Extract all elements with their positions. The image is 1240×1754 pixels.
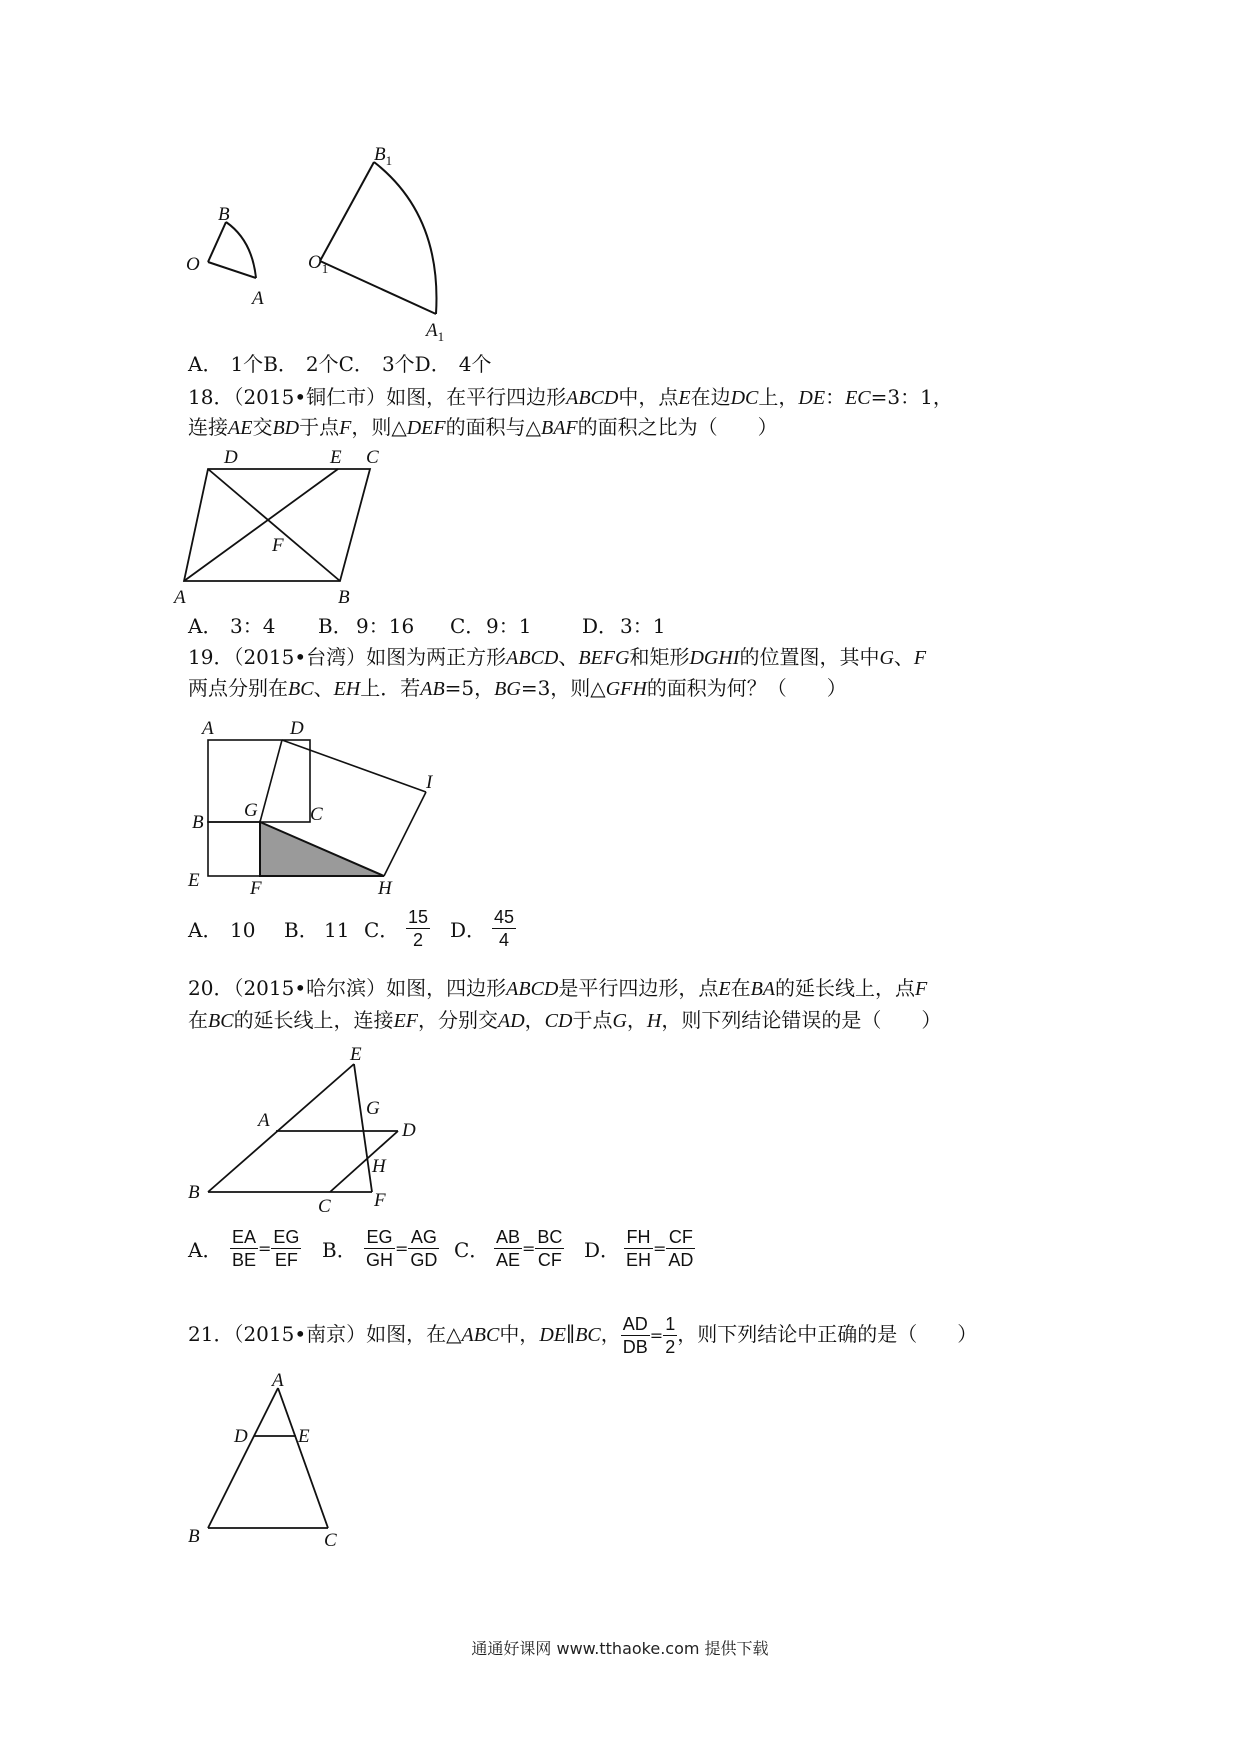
text-fragment: CD bbox=[544, 1010, 573, 1032]
q19-option-b-label: B． bbox=[284, 918, 319, 942]
text-fragment: ： bbox=[825, 385, 846, 409]
text-fragment: ，分别交 bbox=[418, 1008, 498, 1032]
text-fragment: A bbox=[426, 320, 438, 341]
q18-option-d-text: 3：1 bbox=[620, 614, 666, 638]
text-fragment: BE bbox=[232, 1250, 257, 1270]
text-fragment: ， bbox=[626, 1008, 647, 1032]
q20-stem-line1 bbox=[188, 974, 927, 1003]
q18-option-c-text: 9：1 bbox=[486, 614, 532, 638]
text-fragment: 21．（2015•南京）如图，在△ bbox=[188, 1322, 462, 1346]
text-fragment: ABCD bbox=[566, 387, 619, 409]
q17-option-b-label: B． bbox=[263, 352, 298, 376]
text-fragment: GH bbox=[366, 1250, 393, 1270]
text-fragment: 4 bbox=[499, 930, 510, 950]
text-fragment: GD bbox=[410, 1250, 438, 1270]
text-fragment: AD bbox=[668, 1250, 694, 1270]
q18-option-b-text: 9：16 bbox=[356, 614, 415, 638]
q20-option-d-expr bbox=[624, 1226, 695, 1271]
text-fragment: 是平行四边形，点 bbox=[558, 976, 719, 1000]
q19-label-g: G bbox=[244, 800, 258, 821]
q17-option-d-text: 4个 bbox=[458, 352, 492, 376]
text-fragment: B bbox=[374, 144, 386, 165]
text-fragment: ，则下列结论错误的是（ ） bbox=[661, 1008, 942, 1032]
q19-figure bbox=[180, 710, 450, 900]
q21-figure bbox=[180, 1370, 360, 1550]
q21-label-e: E bbox=[298, 1426, 310, 1447]
text-fragment: 19．（2015•台湾）如图为两正方形 bbox=[188, 645, 507, 669]
text-fragment: 的面积为何？（ ） bbox=[646, 676, 847, 700]
q20-option-b-expr bbox=[364, 1226, 439, 1271]
q18-option-a-label: A． bbox=[188, 614, 223, 638]
text-fragment: E bbox=[678, 387, 691, 409]
text-fragment: ， bbox=[524, 1008, 545, 1032]
text-fragment: ，则△ bbox=[351, 415, 407, 439]
text-fragment: 两点分别在 bbox=[188, 676, 288, 700]
q17-label-b1 bbox=[374, 144, 392, 168]
q17-label-o: O bbox=[186, 254, 200, 275]
text-fragment: E bbox=[718, 978, 731, 1000]
text-fragment: EF bbox=[393, 1010, 418, 1032]
text-fragment: EA bbox=[232, 1227, 257, 1247]
q19-option-d-fraction bbox=[492, 906, 516, 951]
q20-label-c: C bbox=[318, 1196, 331, 1217]
text-fragment: DE bbox=[798, 387, 826, 409]
q18-option-a-text: 3：4 bbox=[230, 614, 276, 638]
text-fragment: 的面积与△ bbox=[445, 415, 541, 439]
q21-stem-line1 bbox=[188, 1306, 977, 1362]
q18-label-b: B bbox=[338, 587, 350, 608]
text-fragment: EH bbox=[626, 1250, 652, 1270]
text-fragment: 上．若 bbox=[360, 676, 421, 700]
q21-ratio-fraction bbox=[621, 1313, 650, 1358]
q20-option-b-label: B． bbox=[322, 1238, 357, 1262]
q17-option-a-label: A． bbox=[188, 352, 223, 376]
q19-label-f: F bbox=[250, 878, 262, 899]
text-fragment: 1 bbox=[385, 153, 393, 168]
q19-option-a-label: A． bbox=[188, 918, 223, 942]
text-fragment: DB bbox=[622, 1337, 648, 1357]
q18-label-e: E bbox=[330, 447, 342, 468]
q20-option-c-expr bbox=[494, 1226, 564, 1271]
q18-option-d-label: D． bbox=[582, 614, 619, 638]
q21-label-a: A bbox=[272, 1370, 284, 1391]
text-fragment: ABCD bbox=[506, 647, 559, 669]
text-fragment: O bbox=[308, 252, 322, 273]
q17-option-c-text: 3个 bbox=[381, 352, 415, 376]
q19-option-b-text: 11 bbox=[324, 918, 350, 942]
q19-stem-line2 bbox=[188, 674, 847, 703]
text-fragment: =3：1， bbox=[870, 385, 953, 409]
text-fragment: 中，点 bbox=[618, 385, 679, 409]
q18-stem-line2 bbox=[188, 413, 778, 442]
q17-option-d-label: D． bbox=[414, 352, 451, 376]
text-fragment: ABC bbox=[461, 1324, 500, 1346]
q19-label-a: A bbox=[202, 718, 214, 739]
text-fragment: 18．（2015•铜仁市）如图，在平行四边形 bbox=[188, 385, 567, 409]
text-fragment: G bbox=[879, 647, 894, 669]
text-fragment: EG bbox=[273, 1227, 300, 1247]
text-fragment: 的延长线上，点 bbox=[775, 976, 916, 1000]
text-fragment: BEFG bbox=[578, 647, 630, 669]
q17-option-a-text: 1个 bbox=[230, 352, 264, 376]
q19-option-c-label: C． bbox=[364, 918, 400, 942]
q20-label-d: D bbox=[402, 1120, 416, 1141]
text-fragment: DE∥BC bbox=[539, 1324, 601, 1346]
text-fragment: BD bbox=[272, 417, 300, 439]
text-fragment: BC bbox=[288, 678, 314, 700]
text-fragment: F bbox=[913, 647, 927, 669]
text-fragment: 的面积之比为（ ） bbox=[577, 415, 778, 439]
text-fragment: 1 bbox=[665, 1314, 676, 1334]
q20-label-e: E bbox=[350, 1044, 362, 1065]
text-fragment: EH bbox=[333, 678, 361, 700]
text-fragment: BC bbox=[208, 1010, 234, 1032]
text-fragment: AB bbox=[496, 1227, 521, 1247]
text-fragment: 在边 bbox=[690, 385, 731, 409]
text-fragment: DEF bbox=[406, 417, 446, 439]
text-fragment: 连接 bbox=[188, 415, 228, 439]
q20-label-f: F bbox=[374, 1190, 386, 1211]
text-fragment: 1 bbox=[437, 329, 445, 344]
q19-label-b: B bbox=[192, 812, 204, 833]
text-fragment: = bbox=[258, 1239, 272, 1258]
q18-label-d: D bbox=[224, 447, 238, 468]
text-fragment: BC bbox=[537, 1227, 563, 1247]
text-fragment: 交 bbox=[252, 415, 273, 439]
text-fragment: 的位置图，其中 bbox=[739, 645, 880, 669]
text-fragment: CF bbox=[666, 1226, 695, 1249]
text-fragment: F bbox=[339, 417, 352, 439]
text-fragment: 1 bbox=[321, 261, 329, 276]
q17-option-c-label: C． bbox=[338, 352, 374, 376]
text-fragment: ABCD bbox=[506, 978, 559, 1000]
q18-stem-line1 bbox=[188, 383, 953, 412]
q19-label-h: H bbox=[378, 878, 392, 899]
q17-label-b: B bbox=[218, 204, 230, 225]
text-fragment: EG bbox=[364, 1226, 395, 1249]
page-footer: 通通好课网 www.tthaoke.com 提供下载 bbox=[471, 1639, 769, 1658]
q17-option-b-text: 2个 bbox=[305, 352, 339, 376]
text-fragment: AB bbox=[420, 678, 445, 700]
text-fragment: BAF bbox=[541, 417, 578, 439]
q18-option-b-label: B． bbox=[318, 614, 353, 638]
q20-option-a-label: A． bbox=[188, 1238, 223, 1262]
text-fragment: 15 bbox=[408, 907, 429, 927]
q19-label-e: E bbox=[188, 870, 200, 891]
q19-label-i: I bbox=[426, 772, 433, 793]
q21-label-b: B bbox=[188, 1526, 200, 1547]
q20-stem-line2 bbox=[188, 1006, 941, 1035]
text-fragment: 的延长线上，连接 bbox=[233, 1008, 394, 1032]
q20-figure bbox=[180, 1040, 440, 1215]
text-fragment: 2 bbox=[665, 1337, 676, 1357]
q18-label-a: A bbox=[174, 587, 186, 608]
text-fragment: 2 bbox=[413, 930, 424, 950]
q20-label-g: G bbox=[366, 1098, 380, 1119]
q19-label-d: D bbox=[290, 718, 304, 739]
q19-option-a-text: 10 bbox=[230, 918, 256, 942]
text-fragment: 、 bbox=[893, 645, 914, 669]
text-fragment: = bbox=[649, 1326, 664, 1345]
text-fragment: 45 bbox=[494, 907, 515, 927]
q19-option-d-label: D． bbox=[450, 918, 487, 942]
text-fragment: GFH bbox=[605, 678, 647, 700]
q21-label-c: C bbox=[324, 1530, 337, 1551]
text-fragment: 、 bbox=[313, 676, 334, 700]
text-fragment: 于点 bbox=[299, 415, 340, 439]
text-fragment: EF bbox=[274, 1250, 298, 1270]
text-fragment: BA bbox=[750, 978, 776, 1000]
q18-label-c: C bbox=[366, 447, 379, 468]
text-fragment: AE bbox=[496, 1250, 521, 1270]
text-fragment: BG bbox=[494, 678, 521, 700]
text-fragment: DC bbox=[730, 387, 759, 409]
text-fragment: DGHI bbox=[689, 647, 740, 669]
text-fragment: CF bbox=[537, 1250, 562, 1270]
text-fragment: AD bbox=[622, 1314, 648, 1334]
text-fragment: =5， bbox=[444, 676, 495, 700]
text-fragment: 在 bbox=[188, 1008, 208, 1032]
q18-figure bbox=[174, 445, 400, 610]
q17-figure bbox=[180, 140, 460, 350]
text-fragment: FH bbox=[624, 1226, 653, 1249]
q18-label-f: F bbox=[272, 535, 284, 556]
text-fragment: 20．（2015•哈尔滨）如图，四边形 bbox=[188, 976, 507, 1000]
text-fragment: 在 bbox=[730, 976, 751, 1000]
text-fragment: = bbox=[653, 1239, 667, 1258]
text-fragment: 上， bbox=[758, 385, 799, 409]
q17-label-o1 bbox=[308, 252, 328, 276]
q20-option-d-label: D． bbox=[584, 1238, 621, 1262]
text-fragment: 于点 bbox=[572, 1008, 613, 1032]
text-fragment: H bbox=[646, 1010, 662, 1032]
text-fragment: 和矩形 bbox=[629, 645, 690, 669]
text-fragment: AE bbox=[228, 417, 253, 439]
text-fragment: 、 bbox=[558, 645, 579, 669]
text-fragment: =3，则△ bbox=[520, 676, 606, 700]
q20-option-a-expr bbox=[230, 1226, 301, 1271]
text-fragment: ， bbox=[600, 1322, 621, 1346]
q19-stem-line1 bbox=[188, 643, 926, 672]
q20-label-h: H bbox=[372, 1156, 386, 1177]
text-fragment: = bbox=[522, 1239, 536, 1258]
q17-label-a: A bbox=[252, 288, 264, 309]
q17-label-a1 bbox=[424, 320, 444, 344]
text-fragment: = bbox=[395, 1239, 409, 1258]
q19-option-c-fraction bbox=[406, 906, 430, 951]
text-fragment: AG bbox=[408, 1226, 439, 1249]
q18-option-c-label: C． bbox=[450, 614, 486, 638]
q21-label-d: D bbox=[234, 1426, 248, 1447]
q20-option-c-label: C． bbox=[454, 1238, 490, 1262]
q17-options bbox=[188, 350, 491, 378]
text-fragment: F bbox=[915, 978, 928, 1000]
q20-label-b: B bbox=[188, 1182, 200, 1203]
text-fragment: ，则下列结论中正确的是（ ） bbox=[677, 1322, 978, 1346]
text-fragment: 中， bbox=[499, 1322, 540, 1346]
text-fragment: AD bbox=[498, 1010, 525, 1032]
q20-label-a: A bbox=[258, 1110, 270, 1131]
q19-label-c: C bbox=[310, 804, 323, 825]
text-fragment: G bbox=[612, 1010, 627, 1032]
text-fragment: EC bbox=[845, 387, 871, 409]
